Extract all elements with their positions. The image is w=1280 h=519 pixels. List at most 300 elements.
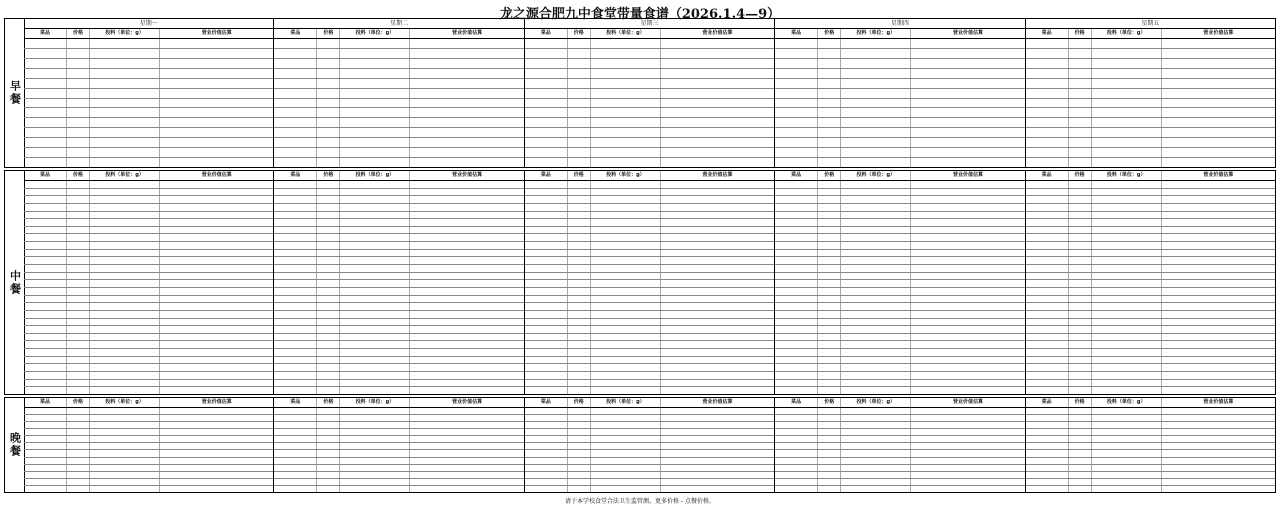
- table-cell: [24, 273, 66, 280]
- table-cell: [409, 265, 523, 272]
- table-cell: [1068, 273, 1091, 280]
- table-cell: [339, 69, 409, 78]
- table-cell: [817, 89, 840, 98]
- table-cell: [567, 429, 590, 435]
- table-cell: [66, 319, 89, 326]
- table-row: [775, 234, 1024, 242]
- table-cell: [1026, 250, 1068, 257]
- table-cell: [339, 204, 409, 211]
- column-header-nutrition: 营业价值估算: [910, 171, 1024, 180]
- table-cell: [409, 219, 523, 226]
- column-header-ingredients: 投料（单位：g）: [590, 29, 660, 38]
- table-cell: [840, 341, 910, 348]
- table-row: [274, 204, 523, 212]
- table-cell: [409, 148, 523, 157]
- table-row: [24, 303, 273, 311]
- column-header-row: [775, 171, 1024, 181]
- table-cell: [660, 250, 774, 257]
- column-header-ingredients: 投料（单位：g）: [1091, 171, 1161, 180]
- table-cell: [817, 257, 840, 264]
- table-cell: [567, 303, 590, 310]
- table-row: [24, 257, 273, 265]
- table-cell: [840, 436, 910, 442]
- table-row: [525, 280, 774, 288]
- table-row: [274, 148, 523, 158]
- table-row: [1026, 349, 1275, 357]
- table-cell: [910, 196, 1024, 203]
- table-row: [525, 227, 774, 235]
- table-row: [274, 296, 523, 304]
- table-cell: [274, 234, 316, 241]
- table-cell: [66, 443, 89, 449]
- day-column: [1025, 19, 1275, 167]
- table-cell: [840, 212, 910, 219]
- table-row: [24, 89, 273, 99]
- table-row: [274, 408, 523, 415]
- table-row: [24, 380, 273, 388]
- table-cell: [817, 479, 840, 485]
- table-cell: [590, 138, 660, 147]
- table-cell: [24, 158, 66, 167]
- table-cell: [66, 280, 89, 287]
- table-cell: [66, 486, 89, 492]
- table-cell: [660, 128, 774, 137]
- table-cell: [1161, 479, 1275, 485]
- table-cell: [590, 265, 660, 272]
- table-cell: [24, 138, 66, 147]
- table-row: [24, 59, 273, 69]
- day-column: [1025, 398, 1275, 492]
- table-cell: [274, 158, 316, 167]
- table-cell: [1068, 334, 1091, 341]
- column-header-nutrition: 营业价值估算: [159, 171, 273, 180]
- table-cell: [840, 227, 910, 234]
- table-cell: [316, 319, 339, 326]
- table-row: [24, 265, 273, 273]
- table-row: [1026, 204, 1275, 212]
- table-cell: [89, 212, 159, 219]
- table-cell: [316, 89, 339, 98]
- table-cell: [775, 280, 817, 287]
- table-cell: [274, 242, 316, 249]
- table-cell: [660, 334, 774, 341]
- table-row: [775, 387, 1024, 394]
- table-row: [24, 181, 273, 189]
- table-cell: [567, 99, 590, 108]
- table-row: [1026, 89, 1275, 99]
- table-cell: [409, 387, 523, 394]
- table-row: [525, 212, 774, 220]
- table-row: [1026, 265, 1275, 273]
- table-cell: [1091, 158, 1161, 167]
- table-row: [525, 408, 774, 415]
- table-cell: [1091, 273, 1161, 280]
- table-row: [775, 189, 1024, 197]
- table-cell: [1068, 357, 1091, 364]
- table-cell: [1091, 212, 1161, 219]
- table-cell: [1068, 422, 1091, 428]
- table-row: [274, 465, 523, 472]
- table-cell: [89, 450, 159, 456]
- table-row: [1026, 227, 1275, 235]
- table-cell: [525, 59, 567, 68]
- table-cell: [525, 128, 567, 137]
- column-header-price: 价格: [567, 398, 590, 407]
- table-cell: [274, 443, 316, 449]
- column-header-dish: 菜品: [1041, 172, 1052, 178]
- column-header-ingredients: 投料（单位：g）: [1091, 398, 1161, 407]
- table-cell: [339, 79, 409, 88]
- table-cell: [840, 234, 910, 241]
- table-cell: [1161, 326, 1275, 333]
- table-cell: [339, 429, 409, 435]
- page-title: 龙之源合肥九中食堂带量食谱（2026.1.4—9）: [499, 7, 781, 22]
- table-cell: [1091, 189, 1161, 196]
- table-cell: [274, 429, 316, 435]
- table-cell: [1026, 49, 1068, 58]
- table-row: [1026, 138, 1275, 148]
- table-cell: [316, 108, 339, 117]
- table-row: [274, 69, 523, 79]
- column-header-price: 价格: [1068, 171, 1091, 180]
- table-cell: [66, 49, 89, 58]
- table-cell: [89, 341, 159, 348]
- table-cell: [1068, 465, 1091, 471]
- table-cell: [660, 415, 774, 421]
- table-cell: [525, 158, 567, 167]
- table-cell: [1068, 479, 1091, 485]
- table-cell: [66, 79, 89, 88]
- table-cell: [316, 341, 339, 348]
- table-cell: [840, 429, 910, 435]
- table-row: [525, 118, 774, 128]
- table-cell: [339, 372, 409, 379]
- table-cell: [1068, 280, 1091, 287]
- table-row: [1026, 415, 1275, 422]
- table-cell: [660, 39, 774, 48]
- table-cell: [840, 138, 910, 147]
- table-cell: [525, 311, 567, 318]
- table-cell: [1068, 458, 1091, 464]
- table-cell: [159, 303, 273, 310]
- table-cell: [66, 408, 89, 414]
- table-cell: [24, 196, 66, 203]
- table-cell: [840, 181, 910, 188]
- table-cell: [567, 326, 590, 333]
- table-cell: [1161, 49, 1275, 58]
- table-row: [775, 79, 1024, 89]
- table-cell: [590, 69, 660, 78]
- table-cell: [590, 380, 660, 387]
- column-header-price: 价格: [817, 171, 840, 180]
- column-header-dish: 菜品: [39, 172, 50, 178]
- table-cell: [567, 311, 590, 318]
- table-row: [525, 387, 774, 394]
- column-header-price: 价格: [66, 171, 89, 180]
- column-header-ingredients: 投料（单位：g）: [339, 398, 409, 407]
- table-row: [775, 341, 1024, 349]
- table-cell: [567, 79, 590, 88]
- table-row: [525, 49, 774, 59]
- table-cell: [159, 364, 273, 371]
- table-cell: [910, 219, 1024, 226]
- table-cell: [1068, 118, 1091, 127]
- table-row: [24, 319, 273, 327]
- table-cell: [89, 189, 159, 196]
- table-cell: [525, 273, 567, 280]
- table-cell: [567, 364, 590, 371]
- table-cell: [409, 79, 523, 88]
- table-cell: [89, 118, 159, 127]
- table-cell: [339, 465, 409, 471]
- table-cell: [316, 118, 339, 127]
- table-cell: [817, 234, 840, 241]
- table-cell: [1161, 408, 1275, 414]
- table-cell: [817, 486, 840, 492]
- table-cell: [24, 429, 66, 435]
- table-cell: [89, 479, 159, 485]
- table-row: [775, 219, 1024, 227]
- table-cell: [910, 280, 1024, 287]
- table-cell: [1068, 450, 1091, 456]
- table-cell: [910, 69, 1024, 78]
- table-cell: [274, 436, 316, 442]
- table-cell: [910, 128, 1024, 137]
- column-header-price: 价格: [1068, 29, 1091, 38]
- table-cell: [567, 265, 590, 272]
- table-cell: [159, 465, 273, 471]
- table-cell: [660, 227, 774, 234]
- table-cell: [660, 443, 774, 449]
- table-cell: [89, 436, 159, 442]
- table-cell: [525, 99, 567, 108]
- table-cell: [840, 265, 910, 272]
- table-cell: [159, 39, 273, 48]
- table-cell: [159, 436, 273, 442]
- table-cell: [1026, 422, 1068, 428]
- column-header-ingredients: 投料（单位：g）: [840, 398, 910, 407]
- table-cell: [817, 196, 840, 203]
- table-cell: [89, 128, 159, 137]
- table-cell: [316, 443, 339, 449]
- table-row: [24, 288, 273, 296]
- table-cell: [840, 380, 910, 387]
- table-cell: [660, 319, 774, 326]
- table-cell: [1068, 341, 1091, 348]
- table-cell: [24, 436, 66, 442]
- table-cell: [316, 234, 339, 241]
- table-cell: [590, 408, 660, 414]
- table-cell: [1161, 128, 1275, 137]
- column-header-nutrition: 营业价值估算: [1161, 29, 1275, 38]
- table-cell: [274, 280, 316, 287]
- column-header-row: [525, 398, 774, 408]
- table-cell: [660, 472, 774, 478]
- table-cell: [159, 472, 273, 478]
- table-cell: [274, 387, 316, 394]
- table-cell: [1026, 288, 1068, 295]
- table-cell: [66, 219, 89, 226]
- table-row: [24, 357, 273, 365]
- table-cell: [1161, 118, 1275, 127]
- table-row: [525, 311, 774, 319]
- table-cell: [660, 118, 774, 127]
- table-cell: [775, 265, 817, 272]
- table-cell: [775, 138, 817, 147]
- table-cell: [910, 303, 1024, 310]
- table-row: [775, 472, 1024, 479]
- table-cell: [590, 458, 660, 464]
- table-cell: [817, 242, 840, 249]
- table-cell: [840, 450, 910, 456]
- table-cell: [1026, 99, 1068, 108]
- table-cell: [1068, 326, 1091, 333]
- table-cell: [775, 364, 817, 371]
- table-cell: [159, 357, 273, 364]
- table-cell: [316, 212, 339, 219]
- table-cell: [409, 326, 523, 333]
- column-header-nutrition: 营业价值估算: [660, 171, 774, 180]
- column-header-row: [24, 29, 273, 39]
- table-cell: [590, 429, 660, 435]
- table-cell: [840, 372, 910, 379]
- table-cell: [316, 303, 339, 310]
- table-cell: [840, 79, 910, 88]
- table-cell: [590, 234, 660, 241]
- day-column: [524, 171, 774, 394]
- column-header-price: 价格: [66, 29, 89, 38]
- table-row: [274, 458, 523, 465]
- table-cell: [274, 196, 316, 203]
- table-cell: [89, 273, 159, 280]
- table-cell: [775, 341, 817, 348]
- table-cell: [910, 227, 1024, 234]
- table-cell: [89, 303, 159, 310]
- table-cell: [66, 436, 89, 442]
- table-cell: [817, 39, 840, 48]
- table-cell: [1161, 99, 1275, 108]
- table-row: [1026, 364, 1275, 372]
- table-cell: [339, 39, 409, 48]
- table-cell: [1161, 227, 1275, 234]
- table-cell: [274, 69, 316, 78]
- table-cell: [525, 341, 567, 348]
- table-row: [274, 158, 523, 167]
- table-cell: [159, 450, 273, 456]
- table-cell: [567, 341, 590, 348]
- column-header-price: 价格: [316, 398, 339, 407]
- table-cell: [590, 486, 660, 492]
- table-cell: [339, 219, 409, 226]
- table-cell: [775, 479, 817, 485]
- table-cell: [525, 422, 567, 428]
- table-cell: [1026, 196, 1068, 203]
- table-cell: [1091, 450, 1161, 456]
- table-row: [274, 288, 523, 296]
- table-cell: [660, 458, 774, 464]
- table-cell: [840, 89, 910, 98]
- table-cell: [840, 422, 910, 428]
- table-cell: [817, 148, 840, 157]
- table-cell: [89, 422, 159, 428]
- table-cell: [817, 349, 840, 356]
- lunch-label: [5, 171, 25, 394]
- table-row: [525, 79, 774, 89]
- table-row: [1026, 357, 1275, 365]
- table-cell: [840, 458, 910, 464]
- table-cell: [316, 138, 339, 147]
- table-row: [1026, 69, 1275, 79]
- table-cell: [590, 250, 660, 257]
- table-cell: [567, 128, 590, 137]
- table-cell: [1068, 486, 1091, 492]
- table-cell: [274, 39, 316, 48]
- table-cell: [89, 148, 159, 157]
- table-cell: [1091, 39, 1161, 48]
- table-cell: [525, 349, 567, 356]
- table-cell: [525, 49, 567, 58]
- table-cell: [910, 257, 1024, 264]
- table-cell: [24, 69, 66, 78]
- table-cell: [817, 458, 840, 464]
- column-header-row: [1026, 29, 1275, 39]
- table-cell: [339, 319, 409, 326]
- table-cell: [316, 372, 339, 379]
- table-cell: [316, 465, 339, 471]
- table-cell: [409, 242, 523, 249]
- table-row: [274, 234, 523, 242]
- table-row: [24, 118, 273, 128]
- table-cell: [316, 39, 339, 48]
- table-cell: [409, 465, 523, 471]
- table-cell: [910, 334, 1024, 341]
- table-cell: [1026, 69, 1068, 78]
- table-cell: [24, 99, 66, 108]
- table-cell: [316, 148, 339, 157]
- table-cell: [1026, 79, 1068, 88]
- column-header-nutrition: 营业价值估算: [409, 171, 523, 180]
- table-cell: [159, 257, 273, 264]
- table-cell: [1068, 303, 1091, 310]
- table-cell: [159, 181, 273, 188]
- table-cell: [910, 288, 1024, 295]
- table-cell: [409, 296, 523, 303]
- table-cell: [1161, 108, 1275, 117]
- table-cell: [910, 59, 1024, 68]
- table-row: [525, 69, 774, 79]
- table-cell: [1068, 242, 1091, 249]
- table-cell: [525, 296, 567, 303]
- table-row: [1026, 303, 1275, 311]
- table-cell: [775, 486, 817, 492]
- table-cell: [409, 311, 523, 318]
- table-cell: [525, 250, 567, 257]
- table-row: [525, 436, 774, 443]
- table-row: [775, 334, 1024, 342]
- table-cell: [567, 227, 590, 234]
- table-cell: [159, 89, 273, 98]
- table-cell: [339, 118, 409, 127]
- table-row: [24, 219, 273, 227]
- table-cell: [409, 69, 523, 78]
- table-cell: [775, 204, 817, 211]
- table-cell: [590, 334, 660, 341]
- table-row: [1026, 334, 1275, 342]
- dinner-label: [5, 398, 25, 492]
- table-cell: [66, 242, 89, 249]
- table-cell: [316, 158, 339, 167]
- table-cell: [339, 158, 409, 167]
